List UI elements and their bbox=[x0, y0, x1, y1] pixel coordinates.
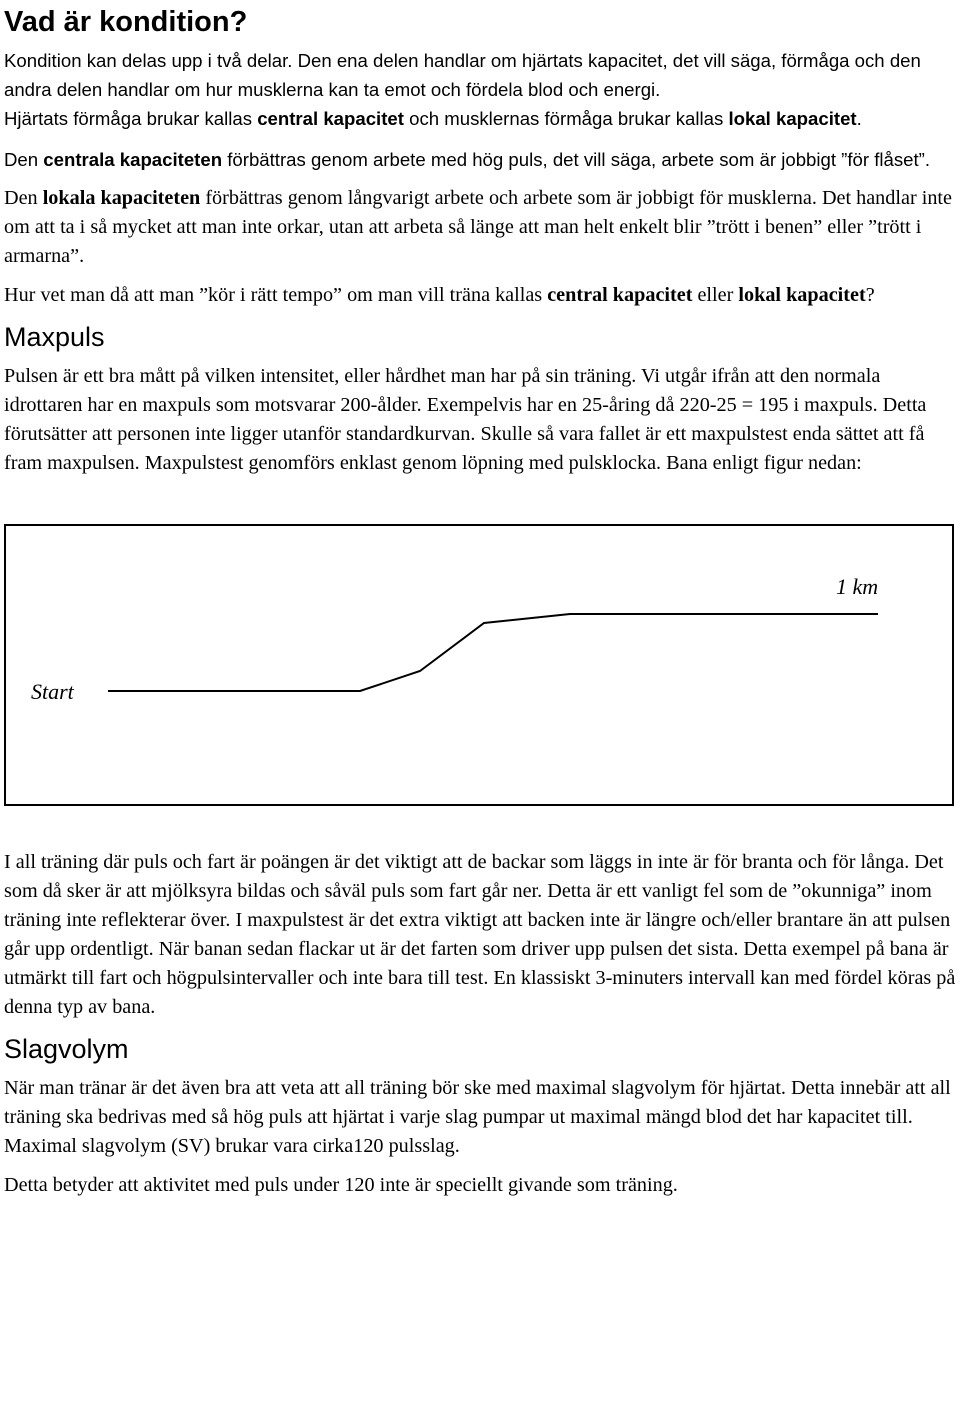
question-text-c: eller bbox=[692, 284, 739, 306]
question-text-d: ? bbox=[865, 284, 875, 306]
term-central-kapacitet: central kapacitet bbox=[257, 108, 404, 129]
central-text-a: Den bbox=[4, 149, 44, 170]
slagvolym-conclusion: Detta betyder att aktivitet med puls under 120 inte är speciellt givande som träning. bbox=[4, 1174, 678, 1196]
start-label: Start bbox=[31, 679, 74, 704]
track-figure-svg bbox=[4, 524, 954, 806]
heading-slagvolym: Slagvolym bbox=[4, 1034, 129, 1064]
intro-text-3: och musklernas förmåga brukar kallas bbox=[403, 108, 729, 129]
heading-maxpuls: Maxpuls bbox=[4, 322, 105, 352]
maxpuls-paragraph: Pulsen är ett bra mått på vilken intensitet, eller hårdhet man har på sin träning. Vi utgår ifrån att den normala idrottaren har en maxpuls som motsvarar 200-ålder. Exempelvis har en 25-åring då 220-25 = 195 i maxpuls. Detta förutsätter att personen inte ligger utanför standardkurvan. Skulle så vara fallet är ett maxpulstest enda sättet att få fram maxpulsen. Maxpulstest genomförs enklast genom löpning med pulsklocka. Bana enligt figur nedan: bbox=[4, 365, 927, 474]
document-page bbox=[4, 0, 958, 1210]
page-title: Vad är kondition? bbox=[4, 6, 248, 38]
figure-frame bbox=[5, 525, 953, 805]
intro-paragraph bbox=[4, 46, 958, 133]
intro-text-2: Hjärtats förmåga brukar kallas bbox=[4, 108, 258, 129]
distance-label: 1 km bbox=[836, 574, 879, 599]
term-lokala-kapaciteten: lokala kapaciteten bbox=[42, 187, 201, 209]
question-paragraph bbox=[4, 281, 958, 310]
central-paragraph bbox=[4, 145, 958, 174]
track-figure bbox=[4, 524, 954, 806]
lokal-text-a: Den bbox=[4, 187, 43, 209]
intro-text: Kondition kan delas upp i två delar. Den ena delen handlar om hjärtats kapacitet, det vill säga, förmåga och den andra delen handlar om hur musklerna kan ta emot och fördela blod och energi. bbox=[4, 50, 921, 100]
term-lokal-kapacitet-2: lokal kapacitet bbox=[738, 284, 866, 306]
slagvolym-paragraph: När man tränar är det även bra att veta att all träning bör ske med maximal slagvolym för hjärtat. Detta innebär att all träning ska bedrivas med så hög puls att hjärtat i varje slag pumpar ut maximal mängd blod det har kapacitet till. Maximal slagvolym (SV) brukar vara cirka120 pulsslag. bbox=[4, 1077, 951, 1157]
central-text-c: förbättras genom arbete med hög puls, det vill säga, arbete som är jobbigt ”för flåset”. bbox=[222, 149, 931, 170]
term-centrala-kapaciteten: centrala kapaciteten bbox=[43, 149, 223, 170]
track-profile-line bbox=[108, 614, 878, 691]
lokal-text-c: förbättras genom långvarigt arbete och arbete som är jobbigt för musklerna. Det handlar inte om att ta i så mycket att man inte orkar, utan att arbeta så länge att man helt enkelt blir ”trött i benen” eller ”trött i armarna”. bbox=[4, 187, 952, 267]
term-lokal-kapacitet: lokal kapacitet bbox=[728, 108, 857, 129]
question-text-a: Hur vet man då att man ”kör i rätt tempo” om man vill träna kallas bbox=[4, 284, 548, 306]
training-paragraph: I all träning där puls och fart är poängen är det viktigt att de backar som läggs in inte är för branta och för långa. Det som då sker är att mjölksyra bildas och såväl puls som fart går ner. Detta är ett vanligt fel som de ”okunniga” inom träning inte reflekterar över. I maxpulstest är det extra viktigt att backen inte är längre och/eller brantare än att pulsen går upp ordentligt. När banan sedan flackar ut är det farten som driver upp pulsen det sista. Detta exempel på bana är utmärkt till fart och högpulsintervaller och inte bara till test. En klassiskt 3-minuters intervall kan med fördel köras på denna typ av bana. bbox=[4, 851, 956, 1018]
term-central-kapacitet-2: central kapacitet bbox=[547, 284, 693, 306]
lokal-paragraph bbox=[4, 184, 958, 271]
intro-text-end: . bbox=[856, 108, 862, 129]
